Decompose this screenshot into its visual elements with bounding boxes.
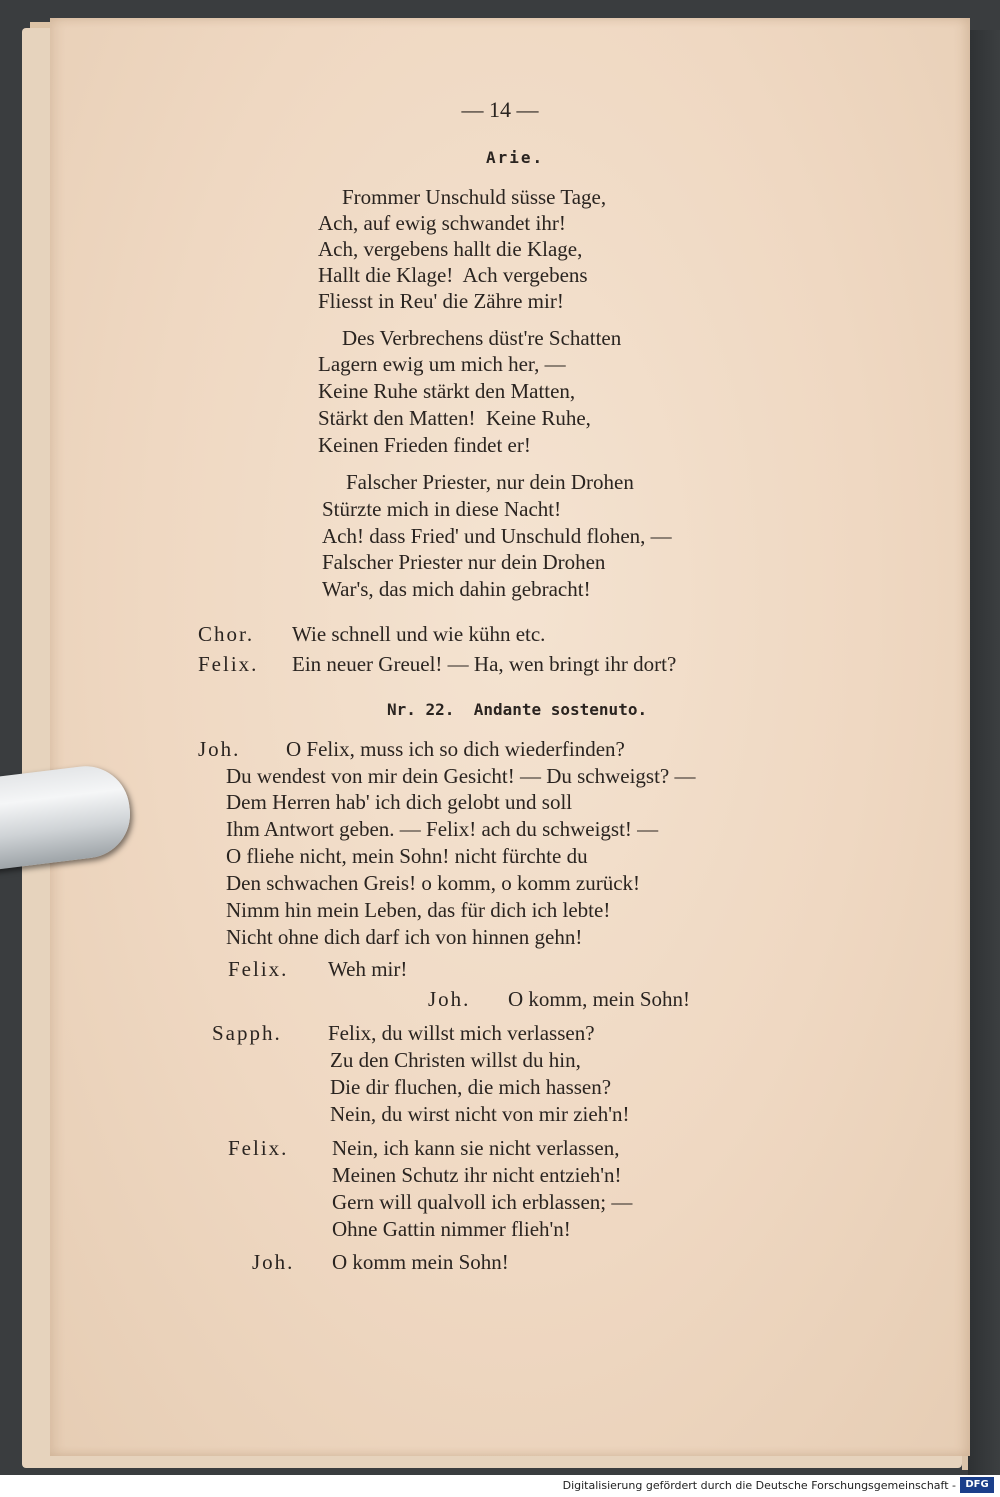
speaker-label: Joh. [252,1250,295,1274]
dialogue-line: O komm, mein Sohn! [508,987,690,1011]
verse-line: Ach, vergebens hallt die Klage, [318,237,583,261]
dialogue-line: Nimm hin mein Leben, das für dich ich lebte! [226,898,611,922]
dialogue-line: Nein, ich kann sie nicht verlassen, [332,1136,620,1160]
section-heading-arie: Arie. [486,148,545,167]
verse-line: Stärkt den Matten! Keine Ruhe, [318,406,591,430]
verse-line: Falscher Priester nur dein Drohen [322,550,606,574]
speaker-label: Felix. [228,957,289,981]
verse-line: Hallt die Klage! Ach vergebens [318,263,588,287]
verse-line: Frommer Unschuld süsse Tage, [342,185,607,209]
verse-line: Keine Ruhe stärkt den Matten, [318,379,576,403]
dialogue-line: Wie schnell und wie kühn etc. [292,622,546,646]
verse-line: Fliesst in Reu' die Zähre mir! [318,289,564,313]
dialogue-line: Meinen Schutz ihr nicht entzieh'n! [332,1163,622,1187]
dialogue-line: O Felix, muss ich so dich wiederfinden? [286,737,625,761]
verse-line: Ach, auf ewig schwandet ihr! [318,211,566,235]
page-number: — 14 — [461,97,539,122]
dialogue-line: Nein, du wirst nicht von mir zieh'n! [330,1102,630,1126]
scanner-border [968,30,1000,1475]
speaker-label: Felix. [228,1136,289,1160]
dfg-logo-icon: DFG [960,1477,994,1493]
dialogue-line: Die dir fluchen, die mich hassen? [330,1075,612,1099]
verse-line: Keinen Frieden findet er! [318,433,531,457]
dialogue-line: O fliehe nicht, mein Sohn! nicht fürchte du [226,844,588,868]
verse-line: Ach! dass Fried' und Unschuld flohen, — [322,524,672,548]
dialogue-line: Ihm Antwort geben. — Felix! ach du schweigst! — [226,817,659,841]
speaker-label: Joh. [428,987,471,1011]
speaker-label: Felix. [198,652,259,676]
speaker-label: Sapph. [212,1021,282,1045]
dialogue-line: Felix, du willst mich verlassen? [328,1021,595,1045]
verse-line: Lagern ewig um mich her, — [318,352,566,376]
verse-line: War's, das mich dahin gebracht! [322,577,591,601]
dialogue-line: Weh mir! [328,957,408,981]
dialogue-line: Zu den Christen willst du hin, [330,1048,581,1072]
speaker-label: Joh. [198,737,241,761]
dialogue-line: Ohne Gattin nimmer flieh'n! [332,1217,571,1241]
dialogue-line: Den schwachen Greis! o komm, o komm zurück! [226,871,641,895]
verse-line: Des Verbrechens düst're Schatten [342,326,622,350]
dialogue-line: Dem Herren hab' ich dich gelobt und soll [226,790,573,814]
speaker-label: Chor. [198,622,255,646]
verse-line: Stürzte mich in diese Nacht! [322,497,562,521]
dialogue-line: Ein neuer Greuel! — Ha, wen bringt ihr dort? [292,652,677,676]
funding-credit: Digitalisierung gefördert durch die Deutsche Forschungsgemeinschaft - [562,1479,956,1492]
section-heading-nr22: Nr. 22. Andante sostenuto. [387,700,648,719]
footer-bar [0,1475,1000,1497]
dialogue-line: O komm mein Sohn! [332,1250,509,1274]
verse-line: Falscher Priester, nur dein Drohen [346,470,634,494]
dialogue-line: Du wendest von mir dein Gesicht! — Du schweigst? — [226,764,696,788]
dialogue-line: Nicht ohne dich darf ich von hinnen gehn! [226,925,583,949]
dialogue-line: Gern will qualvoll ich erblassen; — [332,1190,633,1214]
